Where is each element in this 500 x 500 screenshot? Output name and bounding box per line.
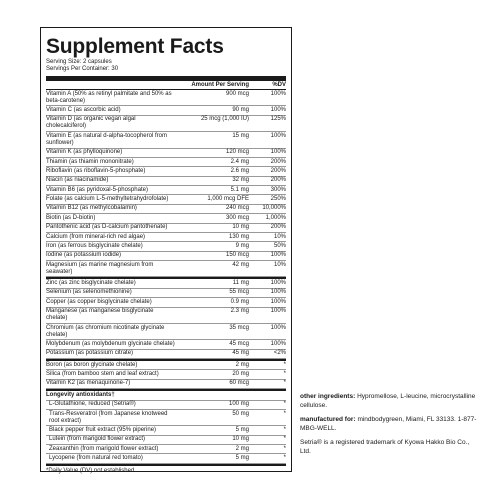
- nutrient-amount: 10 mg: [232, 224, 249, 231]
- nutrient-name: Zinc (as zinc bisglycinate chelate): [46, 280, 136, 287]
- nutrient-amount: 15 mg: [232, 132, 249, 139]
- serving-size: Serving Size: 2 capsules: [46, 59, 112, 65]
- nutrient-dv: 125%: [270, 116, 286, 123]
- nutrient-amount: 32 mg: [232, 177, 249, 184]
- nutrient-amount: 2 mg: [235, 445, 249, 452]
- nutrient-name: Lycopene (from natural red tomato): [49, 455, 143, 462]
- nutrient-row: [46, 298, 286, 307]
- nutrient-row: [46, 233, 286, 242]
- nutrient-name: Black pepper fruit extract (95% piperine): [49, 426, 157, 433]
- side-info: [300, 393, 480, 462]
- nutrient-row: [46, 436, 286, 445]
- nutrient-row: [46, 279, 286, 288]
- nutrient-row: [46, 195, 286, 204]
- nutrient-dv: 100%: [270, 252, 286, 259]
- nutrient-name: Riboflavin (as riboflavin-5-phosphate): [46, 167, 146, 174]
- nutrient-amount: 2.6 mg: [230, 167, 249, 174]
- nutrient-dv: 10%: [273, 233, 286, 240]
- nutrient-dv: 100%: [270, 90, 286, 97]
- manufactured-for-text: mindbodygreen, Miami, FL 33133. 1-877-MBG-WELL.: [300, 416, 477, 432]
- nutrient-amount: 130 mg: [228, 233, 249, 240]
- nutrient-name: Trans-Resveratrol (from Japanese knotweed root extract): [49, 410, 168, 424]
- nutrient-sections: [46, 90, 286, 464]
- nutrient-row: [46, 214, 286, 223]
- nutrient-name: Copper (as copper bisglycinate chelate): [46, 298, 152, 305]
- dv-column-header: %DV: [272, 82, 286, 88]
- nutrient-row: [46, 224, 286, 233]
- nutrient-name: Boron (as boron glycinate chelate): [46, 361, 138, 368]
- nutrient-section: [46, 90, 286, 277]
- nutrient-amount: 300 mcg: [225, 214, 249, 221]
- nutrient-name: Calcium (from mineral-rich red algae): [46, 233, 146, 240]
- nutrient-row: [46, 350, 286, 359]
- nutrient-row: [46, 361, 286, 370]
- other-ingredients-label: other ingredients:: [300, 393, 356, 400]
- nutrient-amount: 150 mcg: [225, 252, 249, 259]
- nutrient-name: Vitamin A (50% as retinyl palmitate and 50% as beta-carotene): [46, 90, 172, 104]
- nutrient-name: Chromium (as chromium nicotinate glycinate chelate): [46, 324, 165, 338]
- nutrient-dv: *: [283, 426, 286, 433]
- nutrient-amount: 2.4 mg: [230, 158, 249, 165]
- nutrient-row: [46, 252, 286, 261]
- nutrient-dv: <2%: [273, 350, 286, 357]
- nutrient-row: [46, 116, 286, 132]
- nutrient-amount: 0.9 mg: [230, 298, 249, 305]
- nutrient-amount: 5 mg: [235, 455, 249, 462]
- nutrient-section: [46, 359, 286, 389]
- nutrient-row: [46, 324, 286, 340]
- nutrient-amount: 2 mg: [235, 361, 249, 368]
- nutrient-amount: 50 mg: [232, 410, 249, 417]
- panel-title: Supplement Facts: [46, 35, 224, 58]
- column-header: [46, 81, 286, 90]
- nutrient-row: [46, 289, 286, 298]
- footnote: *Daily Value (DV) not established: [46, 464, 286, 475]
- nutrient-amount: 11 mg: [232, 280, 249, 287]
- nutrient-name: Thiamin (as thiamin mononitrate): [46, 158, 134, 165]
- nutrient-name: Pantothenic acid (as D-calcium pantothenate): [46, 224, 168, 231]
- nutrient-name: Manganese (as manganese bisglycinate chelate): [46, 308, 154, 322]
- nutrient-row: [46, 426, 286, 435]
- nutrient-dv: *: [283, 401, 286, 408]
- nutrient-amount: 25 mcg (1,000 IU): [200, 116, 249, 123]
- nutrient-amount: 5 mg: [235, 426, 249, 433]
- nutrient-name: Niacin (as niacinamide): [46, 177, 109, 184]
- nutrient-amount: 120 mcg: [225, 149, 249, 156]
- nutrient-dv: 100%: [270, 340, 286, 347]
- nutrient-dv: 200%: [270, 177, 286, 184]
- nutrient-amount: 9 mg: [235, 242, 249, 249]
- nutrient-row: [46, 261, 286, 277]
- nutrient-name: Biotin (as D-biotin): [46, 214, 96, 221]
- nutrient-amount: 1,000 mcg DFE: [207, 196, 249, 203]
- nutrient-dv: 100%: [270, 324, 286, 331]
- nutrient-row: [46, 167, 286, 176]
- nutrient-amount: 240 mcg: [225, 205, 249, 212]
- manufactured-for-label: manufactured for:: [300, 416, 356, 423]
- nutrient-dv: 50%: [273, 242, 286, 249]
- nutrient-row: [46, 410, 286, 426]
- nutrient-amount: 35 mcg: [229, 324, 249, 331]
- nutrient-amount: 90 mg: [232, 107, 249, 114]
- nutrient-dv: 100%: [270, 289, 286, 296]
- nutrient-row: [46, 370, 286, 379]
- nutrient-row: [46, 177, 286, 186]
- nutrient-dv: 200%: [270, 167, 286, 174]
- nutrient-row: [46, 90, 286, 106]
- nutrient-name: Magnesium (as marine magnesium from seawater): [46, 261, 154, 275]
- nutrient-dv: 100%: [270, 149, 286, 156]
- nutrient-name: Potassium (as potassium citrate): [46, 350, 134, 357]
- nutrient-amount: 10 mg: [232, 436, 249, 443]
- nutrient-row: [46, 401, 286, 410]
- nutrient-amount: 20 mg: [232, 371, 249, 378]
- nutrient-amount: 45 mcg: [229, 340, 249, 347]
- nutrient-dv: 200%: [270, 224, 286, 231]
- nutrient-amount: 5.1 mg: [230, 186, 249, 193]
- manufactured-for: [300, 416, 480, 433]
- nutrient-row: [46, 149, 286, 158]
- nutrient-name: Iodine (as potassium iodide): [46, 252, 122, 259]
- nutrient-name: Vitamin C (as ascorbic acid): [46, 107, 121, 114]
- nutrient-section: [46, 277, 286, 359]
- nutrient-section: [46, 389, 286, 464]
- other-ingredients-text: Hypromellose, L-leucine, microcrystalline cellulose.: [300, 393, 476, 409]
- nutrient-dv: 100%: [270, 280, 286, 287]
- nutrient-amount: 42 mg: [232, 261, 249, 268]
- nutrient-dv: *: [283, 371, 286, 378]
- nutrient-dv: 10%: [273, 261, 286, 268]
- nutrient-row: [46, 158, 286, 167]
- nutrient-dv: 100%: [270, 308, 286, 315]
- nutrient-name: Silica (from bamboo stem and leaf extract): [46, 371, 159, 378]
- nutrient-amount: 100 mg: [228, 401, 249, 408]
- nutrient-name: Molybdenum (as molybdenum glycinate chelate): [46, 340, 175, 347]
- nutrient-name: Vitamin D (as organic vegan algal cholecalciferol): [46, 116, 136, 130]
- nutrient-name: Zeaxanthin (from marigold flower extract): [49, 445, 159, 452]
- nutrient-row: [46, 205, 286, 214]
- nutrient-name: Vitamin E (as natural d-alpha-tocopherol from sunflower): [46, 132, 167, 146]
- nutrient-row: [46, 106, 286, 115]
- nutrient-dv: 250%: [270, 196, 286, 203]
- nutrient-row: [46, 132, 286, 148]
- section-subhead: Longevity antioxidants†: [46, 391, 286, 400]
- nutrient-dv: *: [283, 380, 286, 387]
- nutrient-name: Iron (as ferrous bisglycinate chelate): [46, 242, 143, 249]
- nutrient-name: Vitamin K2 (as menaquinone-7): [46, 380, 131, 387]
- other-ingredients: [300, 393, 480, 410]
- nutrient-amount: 60 mcg: [229, 380, 249, 387]
- nutrient-row: [46, 308, 286, 324]
- nutrient-name: Selenium (as selenomethionine): [46, 289, 132, 296]
- column-spacer: [46, 81, 154, 89]
- nutrient-dv: *: [283, 361, 286, 368]
- nutrient-name: Vitamin K (as phylloquinone): [46, 149, 123, 156]
- nutrient-row: [46, 380, 286, 389]
- servings-per-container: Servings Per Container: 30: [46, 66, 119, 72]
- nutrient-amount: 900 mcg: [225, 90, 249, 97]
- nutrient-row: [46, 445, 286, 454]
- nutrient-dv: *: [283, 445, 286, 452]
- nutrient-amount: 45 mg: [232, 350, 249, 357]
- nutrient-name: Lutein (from marigold flower extract): [49, 436, 146, 443]
- nutrient-row: [46, 186, 286, 195]
- nutrient-dv: *: [283, 455, 286, 462]
- nutrient-row: [46, 242, 286, 251]
- nutrient-name: Vitamin B6 (as pyridoxal-5-phosphate): [46, 186, 148, 193]
- nutrient-amount: 55 mcg: [229, 289, 249, 296]
- nutrient-dv: 100%: [270, 107, 286, 114]
- amount-column-header: Amount Per Serving: [191, 82, 249, 88]
- nutrient-dv: 300%: [270, 186, 286, 193]
- nutrient-row: [46, 340, 286, 349]
- nutrient-dv: 10,000%: [262, 205, 286, 212]
- trademark-note: Setria® is a registered trademark of Kyowa Hakko Bio Co., Ltd.: [300, 439, 470, 455]
- nutrient-name: L-Glutathione, reduced (Setria®): [49, 401, 136, 408]
- nutrient-row: [46, 454, 286, 463]
- nutrient-dv: 200%: [270, 158, 286, 165]
- nutrient-dv: *: [283, 410, 286, 417]
- nutrient-amount: 2.3 mg: [230, 308, 249, 315]
- nutrient-dv: *: [283, 436, 286, 443]
- nutrient-dv: 100%: [270, 132, 286, 139]
- nutrient-dv: 1,000%: [265, 214, 286, 221]
- nutrient-name: Vitamin B12 (as methylcobalamin): [46, 205, 137, 212]
- nutrient-name: Folate (as calcium L-5-methyltetrahydrofolate): [46, 196, 169, 203]
- supplement-facts-panel: [40, 27, 292, 472]
- nutrient-dv: 100%: [270, 298, 286, 305]
